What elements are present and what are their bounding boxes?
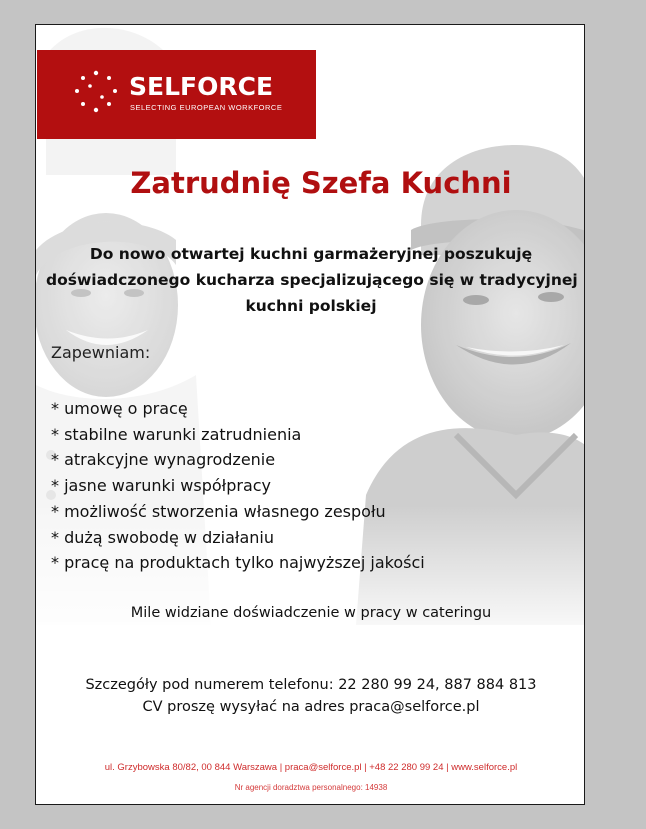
intro-line: kuchni polskiej	[245, 297, 377, 315]
phone-line: Szczegóły pod numerem telefonu: 22 280 99 24, 887 884 813	[85, 677, 537, 693]
benefit-item: * atrakcyjne wynagrodzenie	[51, 450, 276, 470]
offer-heading: Zapewniam:	[51, 343, 151, 362]
benefit-item: * jasne warunki współpracy	[51, 476, 272, 496]
intro-line: doświadczonego kucharza specjalizującego się w tradycyjnej	[46, 271, 578, 289]
job-flyer-page	[35, 24, 585, 805]
footer-address: ul. Grzybowska 80/82, 00 844 Warszawa | praca@selforce.pl | +48 22 280 99 24 | www.selforce.pl	[104, 762, 518, 773]
dots-logo-icon	[73, 69, 119, 115]
email-line: CV proszę wysyłać na adres praca@selforce.pl	[142, 699, 480, 715]
benefit-item: * możliwość stworzenia własnego zespołu	[51, 501, 386, 521]
agency-number: Nr agencji doradztwa personalnego: 14938	[234, 783, 388, 792]
page-title: Zatrudnię Szefa Kuchni	[130, 166, 512, 200]
brand-logo-box	[37, 50, 316, 139]
brand-tagline: SELECTING EUROPEAN WORKFORCE	[130, 103, 283, 112]
brand-name: SELFORCE	[129, 72, 274, 101]
benefit-item: * pracę na produktach tylko najwyższej jakości	[51, 553, 425, 573]
intro-paragraph	[46, 241, 576, 319]
intro-line: Do nowo otwartej kuchni garmażeryjnej poszukuję	[89, 245, 533, 263]
benefit-item: * umowę o pracę	[51, 399, 188, 418]
benefit-item: * dużą swobodę w działaniu	[51, 527, 274, 547]
experience-note: Mile widziane doświadczenie w pracy w cateringu	[130, 605, 492, 621]
benefit-item: * stabilne warunki zatrudnienia	[51, 424, 302, 444]
benefits-list	[51, 396, 425, 576]
contact-block	[36, 674, 585, 718]
